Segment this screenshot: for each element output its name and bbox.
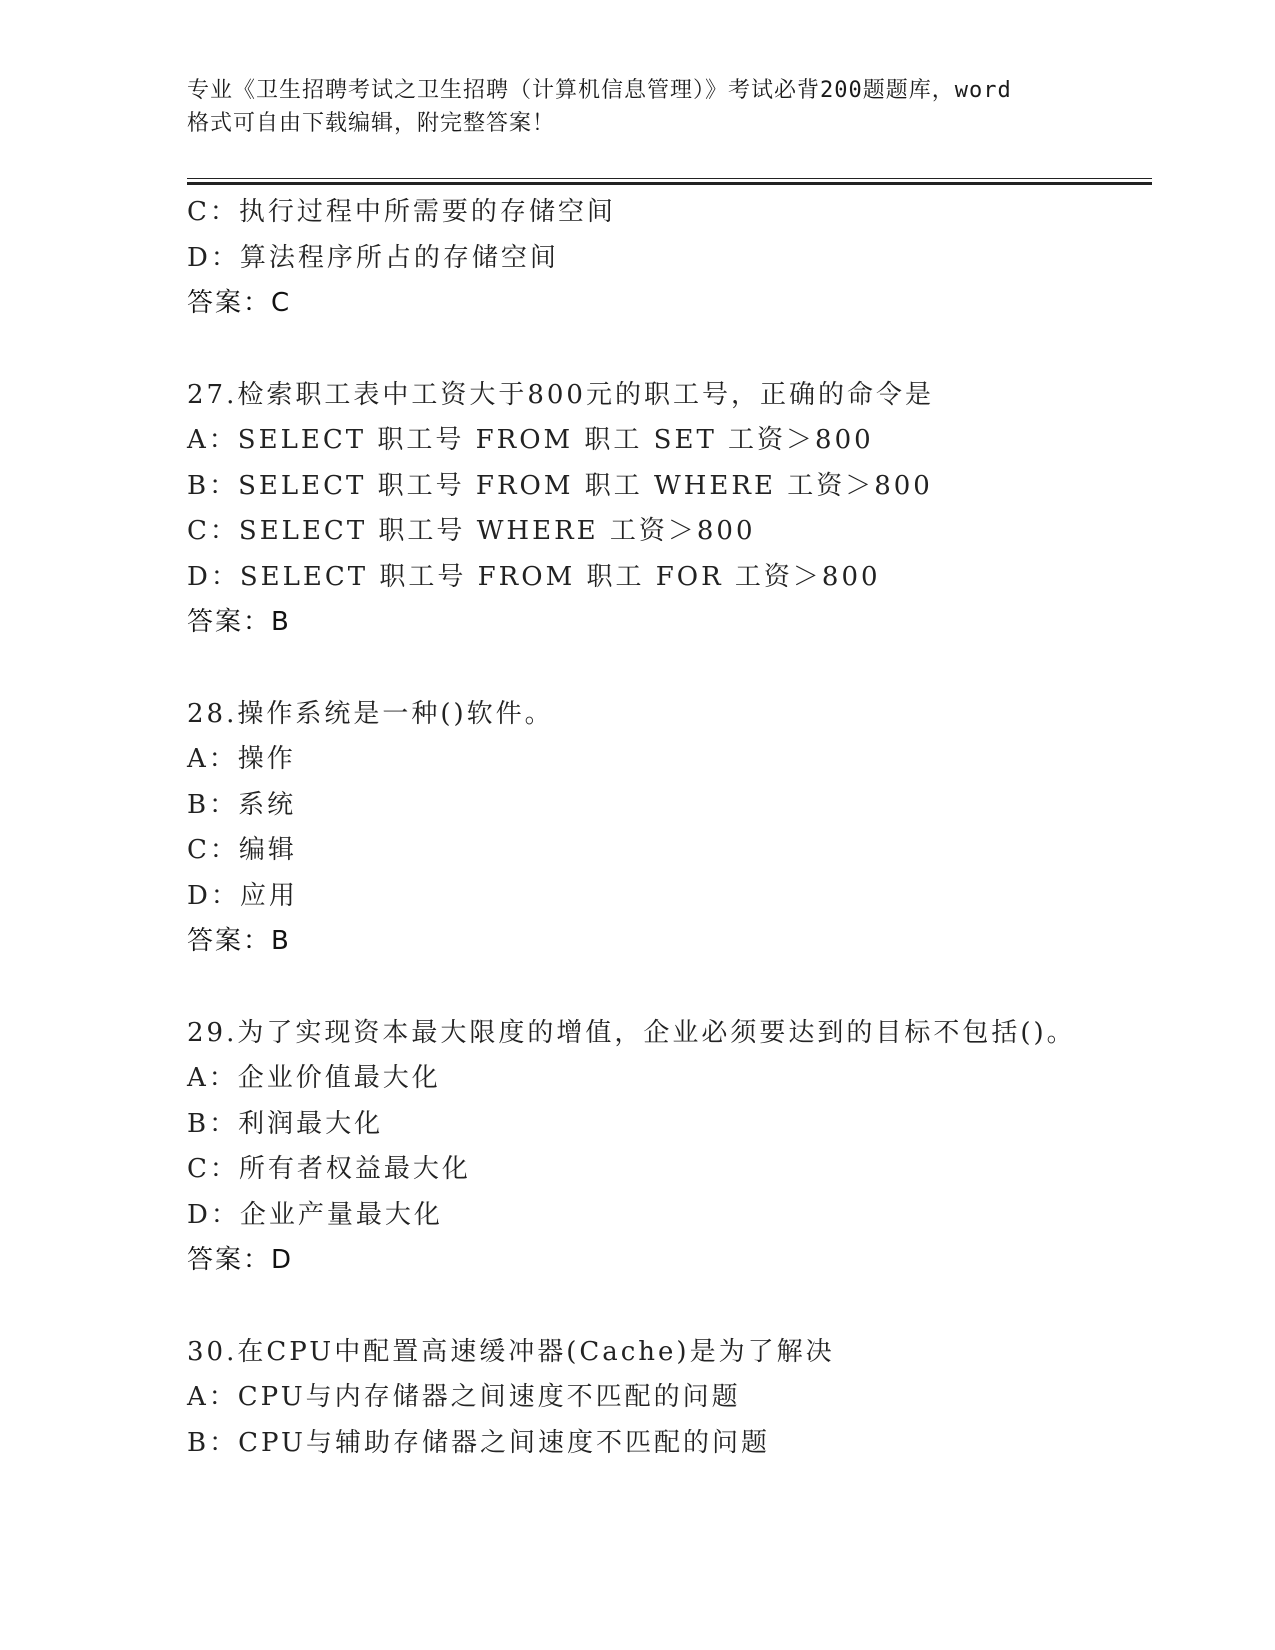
option-c: C：编辑 xyxy=(187,835,297,865)
option-c: C：所有者权益最大化 xyxy=(187,1154,471,1184)
question-27: 27.检索职工表中工资大于800元的职工号，正确的命令是 xyxy=(187,379,934,410)
header-divider-thin xyxy=(187,178,1152,179)
spacer xyxy=(187,1284,1147,1330)
question-28: 28.操作系统是一种()软件。 xyxy=(187,698,554,729)
option-a: A：企业价值最大化 xyxy=(187,1063,441,1093)
option-a: A：操作 xyxy=(187,744,296,774)
question-list xyxy=(187,190,1147,1466)
spacer xyxy=(187,965,1147,1011)
spacer xyxy=(187,646,1147,692)
option-b: B：SELECT 职工号 FROM 职工 WHERE 工资＞800 xyxy=(187,470,933,501)
option-d: D：算法程序所占的存储空间 xyxy=(187,242,559,273)
answer-line: 答案：C xyxy=(187,288,292,318)
option-b: B：系统 xyxy=(187,789,297,820)
option-b: B：利润最大化 xyxy=(187,1108,384,1139)
option-b: B：CPU与辅助存储器之间速度不匹配的问题 xyxy=(187,1427,770,1458)
header-title-line-2: 格式可自由下载编辑，附完整答案！ xyxy=(187,111,556,136)
answer-line: 答案：B xyxy=(187,926,291,956)
header-title-line-1: 专业《卫生招聘考试之卫生招聘（计算机信息管理）》考试必背200题题库，word xyxy=(187,78,1012,103)
option-a: A：SELECT 职工号 FROM 职工 SET 工资＞800 xyxy=(187,425,874,455)
option-c: C：执行过程中所需要的存储空间 xyxy=(187,197,616,227)
spacer xyxy=(187,327,1147,373)
header-divider-thick xyxy=(187,182,1152,185)
option-c: C：SELECT 职工号 WHERE 工资＞800 xyxy=(187,516,756,546)
option-a: A：CPU与内存储器之间速度不匹配的问题 xyxy=(187,1382,741,1412)
question-29: 29.为了实现资本最大限度的增值，企业必须要达到的目标不包括()。 xyxy=(187,1017,1076,1048)
answer-line: 答案：D xyxy=(187,1245,294,1275)
option-d: D：SELECT 职工号 FROM 职工 FOR 工资＞800 xyxy=(187,561,881,592)
document-header xyxy=(187,74,1087,140)
option-d: D：企业产量最大化 xyxy=(187,1199,443,1230)
question-30: 30.在CPU中配置高速缓冲器(Cache)是为了解决 xyxy=(187,1336,835,1367)
answer-line: 答案：B xyxy=(187,607,291,637)
option-d: D：应用 xyxy=(187,880,298,911)
